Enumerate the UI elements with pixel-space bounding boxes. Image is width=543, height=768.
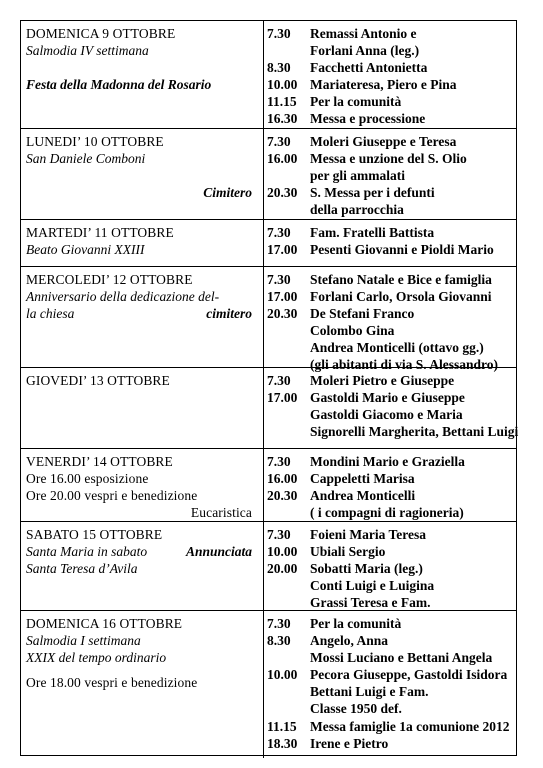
mass-entry <box>267 649 512 666</box>
mass-intention: Forlani Anna (leg.) <box>310 43 420 59</box>
mass-entry <box>267 339 512 356</box>
mass-entry <box>267 666 512 683</box>
day-info-line <box>26 543 252 560</box>
mass-entry <box>267 504 512 521</box>
mass-intention: Messa famiglie 1a comunione 2012 <box>310 718 510 734</box>
mass-intention: Colombo Gina <box>310 323 395 339</box>
day-info-text: la chiesa <box>26 306 75 322</box>
mass-intention: Mondini Mario e Graziella <box>310 454 465 469</box>
mass-entry <box>267 718 512 735</box>
day-info <box>26 133 252 201</box>
mass-entry <box>267 470 512 487</box>
mass-intention: De Stefani Franco <box>310 306 415 322</box>
mass-time: 17.00 <box>267 242 298 258</box>
mass-time: 20.00 <box>267 561 298 577</box>
mass-list <box>267 526 512 611</box>
day-info <box>26 271 252 322</box>
mass-entry <box>267 700 512 717</box>
mass-time: 7.30 <box>267 373 291 388</box>
day-title: MARTEDI’ 11 OTTOBRE <box>26 225 174 240</box>
mass-intention: Stefano Natale e Bice e famiglia <box>310 272 492 287</box>
mass-entry <box>267 150 512 167</box>
mass-intention: Cappeletti Marisa <box>310 471 415 487</box>
day-title: VENERDI’ 14 OTTOBRE <box>26 454 173 469</box>
day-title: SABATO 15 OTTOBRE <box>26 527 163 542</box>
mass-entry <box>267 241 512 258</box>
mass-time: 20.30 <box>267 306 298 322</box>
day-title: LUNEDI’ 10 OTTOBRE <box>26 134 164 149</box>
day-row <box>21 266 516 373</box>
mass-intention: Andrea Monticelli <box>310 488 416 504</box>
day-info <box>26 224 252 258</box>
day-info-text: Beato Giovanni XXIII <box>26 242 145 258</box>
day-info <box>26 453 252 521</box>
column-divider <box>263 267 264 368</box>
day-info-text: Ore 20.00 vespri e benedizione <box>26 488 198 504</box>
mass-list <box>267 271 512 374</box>
column-divider <box>263 368 264 449</box>
mass-intention: Fam. Fratelli Battista <box>310 225 435 240</box>
mass-time: 18.30 <box>267 735 298 751</box>
day-info <box>26 372 252 389</box>
mass-entry <box>267 372 512 389</box>
mass-entry <box>267 167 512 184</box>
mass-entry <box>267 59 512 76</box>
mass-entry <box>267 423 519 440</box>
mass-intention: Andrea Monticelli (ottavo gg.) <box>310 340 484 356</box>
mass-intention: Mossi Luciano e Bettani Angela <box>310 650 493 666</box>
mass-entry <box>267 683 512 700</box>
day-info-text: XXIX del tempo ordinario <box>26 650 167 666</box>
mass-entry <box>267 560 512 577</box>
mass-intention: Pesenti Giovanni e Pioldi Mario <box>310 242 494 258</box>
day-info-text: Ore 16.00 esposizione <box>26 471 149 487</box>
day-info <box>26 25 252 93</box>
mass-entry <box>267 543 512 560</box>
mass-entry <box>267 322 512 339</box>
mass-time: 7.30 <box>267 272 291 287</box>
mass-time: 7.30 <box>267 225 291 240</box>
mass-time: 17.00 <box>267 390 298 406</box>
mass-entry <box>267 632 512 649</box>
day-info-text: Anniversario della dedicazione del- <box>26 289 220 305</box>
day-title: GIOVEDI’ 13 OTTOBRE <box>26 373 170 388</box>
day-title: DOMENICA 16 OTTOBRE <box>26 616 183 631</box>
day-row <box>21 610 516 758</box>
day-title: DOMENICA 9 OTTOBRE <box>26 26 176 41</box>
mass-intention: Moleri Pietro e Giuseppe <box>310 373 455 388</box>
day-info <box>26 615 252 691</box>
column-divider <box>263 449 264 522</box>
column-divider <box>263 220 264 267</box>
mass-intention: ( i compagni di ragioneria) <box>310 505 464 521</box>
day-row <box>21 21 516 128</box>
mass-time: 16.00 <box>267 471 298 487</box>
mass-intention: (gli abitanti di via S. Alessandro) <box>310 357 499 373</box>
mass-intention: Per la comunità <box>310 616 402 631</box>
mass-intention: Bettani Luigi e Fam. <box>310 684 429 700</box>
mass-time: 20.30 <box>267 488 298 504</box>
mass-entry <box>267 271 512 288</box>
mass-intention: Irene e Pietro <box>310 735 389 751</box>
mass-entry <box>267 288 512 305</box>
column-divider <box>263 21 264 128</box>
mass-list <box>267 453 512 521</box>
mass-intention: Pecora Giuseppe, Gastoldi Isidora <box>310 667 508 683</box>
mass-intention: Foieni Maria Teresa <box>310 527 426 542</box>
mass-intention: Messa e processione <box>310 111 426 127</box>
mass-list <box>267 25 512 128</box>
day-info-note: cimitero <box>206 306 252 322</box>
mass-intention: Gastoldi Giacomo e Maria <box>310 407 463 423</box>
mass-intention: Facchetti Antonietta <box>310 60 428 76</box>
mass-entry <box>267 406 512 423</box>
mass-time: 11.15 <box>267 718 297 734</box>
day-info-line <box>26 305 252 322</box>
mass-time: 8.30 <box>267 60 291 76</box>
day-info-text: Ore 18.00 vespri e benedizione <box>26 675 198 691</box>
mass-time: 7.30 <box>267 527 291 542</box>
day-info-text: San Daniele Comboni <box>26 151 146 167</box>
day-row <box>21 521 516 611</box>
mass-entry <box>267 224 512 241</box>
mass-intention: Gastoldi Mario e Giuseppe <box>310 390 465 406</box>
day-info-text: Santa Teresa d’Avila <box>26 561 138 577</box>
weekly-mass-schedule <box>20 20 517 756</box>
mass-entry <box>267 25 512 42</box>
mass-intention: Angelo, Anna <box>310 633 389 649</box>
mass-list <box>267 372 519 440</box>
mass-list <box>267 133 512 218</box>
mass-intention: della parrocchia <box>310 202 404 218</box>
mass-time: 16.30 <box>267 111 298 127</box>
mass-entry <box>267 615 512 632</box>
mass-entry <box>267 594 512 611</box>
mass-list <box>267 224 512 258</box>
day-row <box>21 367 519 449</box>
day-info <box>26 526 252 577</box>
column-divider <box>263 129 264 220</box>
mass-entry <box>267 735 512 752</box>
mass-time: 10.00 <box>267 77 298 93</box>
mass-time: 11.15 <box>267 94 297 110</box>
mass-intention: Forlani Carlo, Orsola Giovanni <box>310 289 492 305</box>
day-info-text: Cimitero <box>203 185 252 201</box>
column-divider <box>263 611 264 758</box>
mass-list <box>267 615 512 752</box>
mass-entry <box>267 389 512 406</box>
mass-entry <box>267 453 512 470</box>
mass-intention: Mariateresa, Piero e Pina <box>310 77 457 93</box>
mass-entry <box>267 305 512 322</box>
day-title: MERCOLEDI’ 12 OTTOBRE <box>26 272 193 287</box>
mass-time: 16.00 <box>267 151 298 167</box>
day-info-text: Santa Maria in sabato <box>26 544 148 560</box>
mass-intention: Per la comunità <box>310 94 402 110</box>
mass-entry <box>267 526 512 543</box>
mass-time: 7.30 <box>267 454 291 469</box>
column-divider <box>263 522 264 611</box>
mass-intention: Remassi Antonio e <box>310 26 417 41</box>
mass-entry <box>267 76 512 93</box>
mass-intention: Signorelli Margherita, Bettani Luigi <box>310 424 519 440</box>
mass-intention: Moleri Giuseppe e Teresa <box>310 134 457 149</box>
mass-time: 20.30 <box>267 185 298 201</box>
mass-time: 8.30 <box>267 633 291 649</box>
day-info-text: Festa della Madonna del Rosario <box>26 77 212 93</box>
mass-time: 10.00 <box>267 667 298 683</box>
day-info-text: Salmodia I settimana <box>26 633 141 649</box>
day-row <box>21 448 516 522</box>
day-info-note: Annunciata <box>185 544 252 560</box>
mass-entry <box>267 93 512 110</box>
mass-intention: per gli ammalati <box>310 168 405 184</box>
mass-intention: Messa e unzione del S. Olio <box>310 151 467 167</box>
mass-entry <box>267 201 512 218</box>
day-info-text: Salmodia IV settimana <box>26 43 149 59</box>
mass-intention: Sobatti Maria (leg.) <box>310 561 423 577</box>
mass-entry <box>267 184 512 201</box>
mass-intention: Conti Luigi e Luigina <box>310 578 435 594</box>
mass-time: 7.30 <box>267 616 291 631</box>
mass-entry <box>267 133 512 150</box>
mass-entry <box>267 110 512 127</box>
mass-entry <box>267 42 512 59</box>
mass-entry <box>267 487 512 504</box>
day-row <box>21 128 516 220</box>
mass-intention: Ubiali Sergio <box>310 544 386 560</box>
mass-time: 7.30 <box>267 134 291 149</box>
day-info-text: Eucaristica <box>190 505 252 521</box>
mass-time: 17.00 <box>267 289 298 305</box>
mass-intention: Classe 1950 def. <box>310 701 402 717</box>
mass-entry <box>267 577 512 594</box>
mass-intention: Grassi Teresa e Fam. <box>310 595 431 611</box>
mass-time: 10.00 <box>267 544 298 560</box>
day-row <box>21 219 516 267</box>
mass-intention: S. Messa per i defunti <box>310 185 435 201</box>
mass-time: 7.30 <box>267 26 291 41</box>
